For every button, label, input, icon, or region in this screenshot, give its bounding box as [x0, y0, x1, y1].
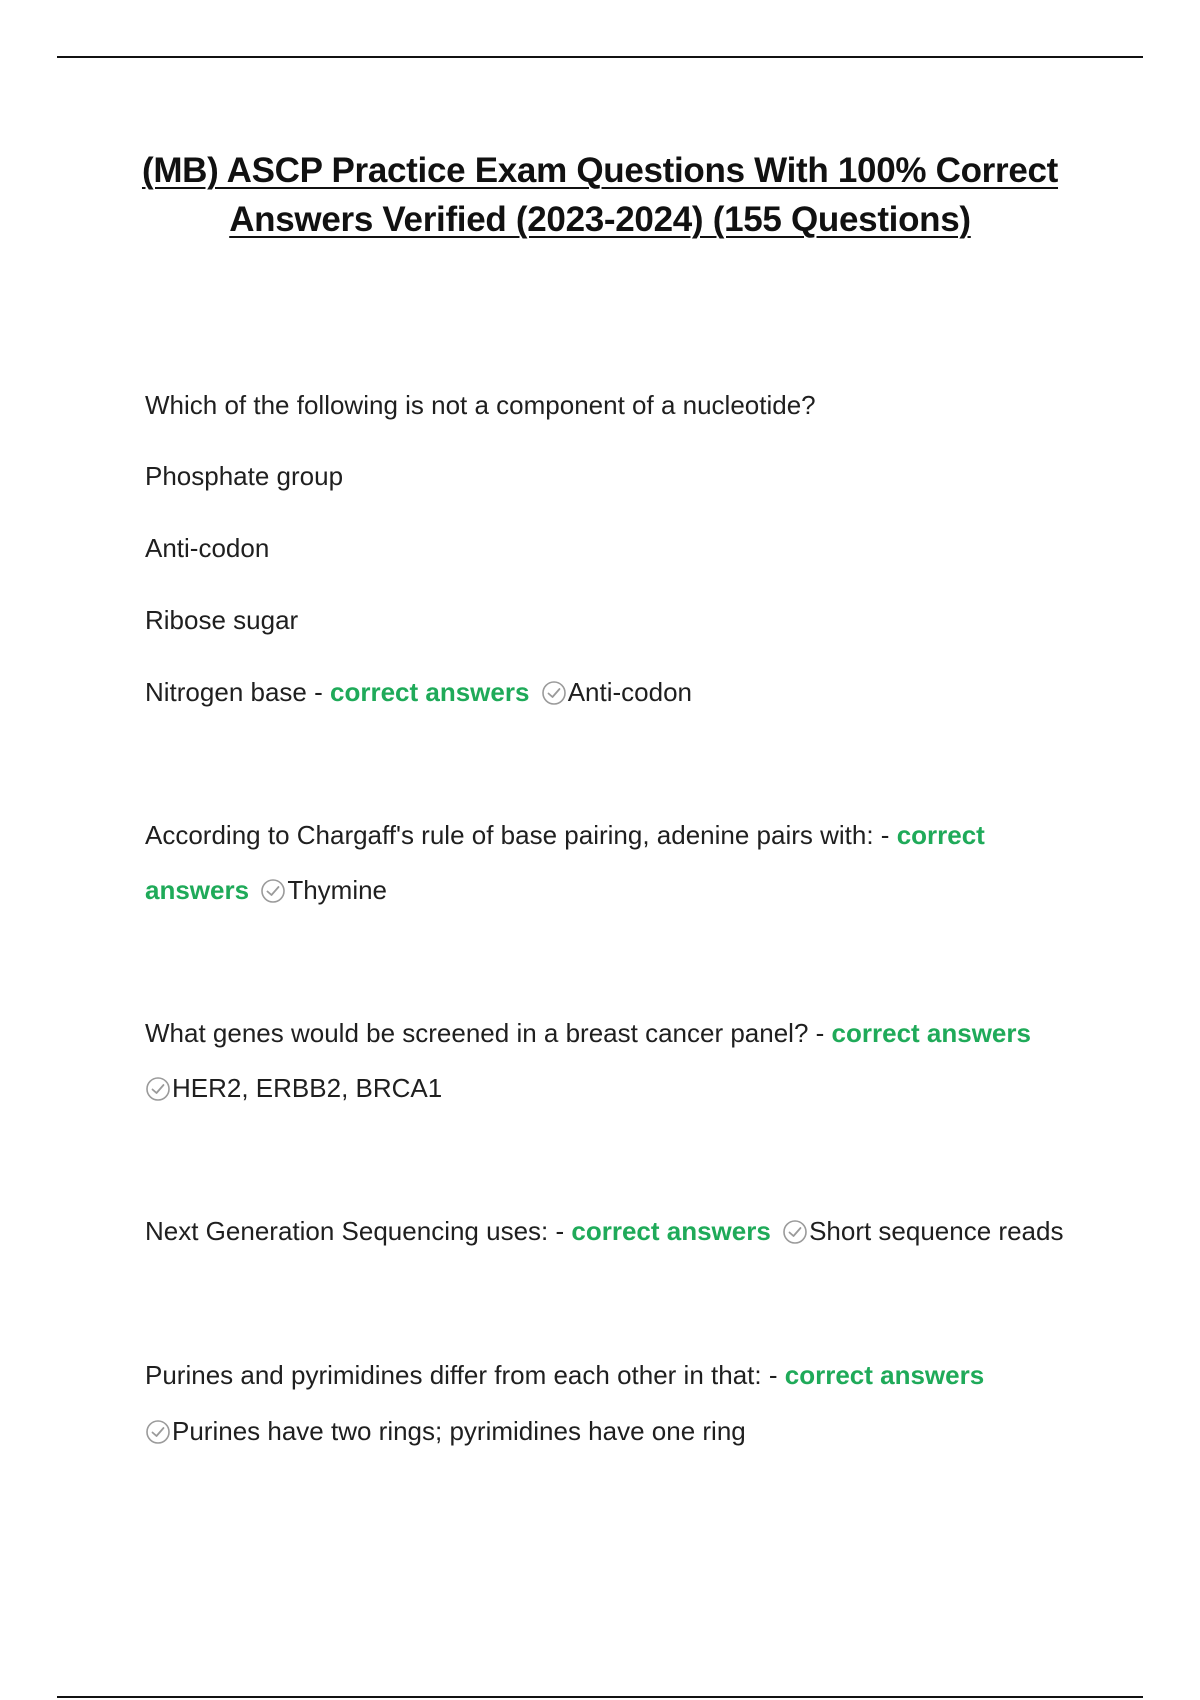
check-circle-icon: [145, 1419, 171, 1445]
answer-line: [145, 1061, 442, 1116]
correct-answer-value: Thymine: [287, 875, 388, 905]
correct-answer-value: HER2, ERBB2, BRCA1: [172, 1073, 443, 1103]
correct-answers-label: correct: [896, 820, 985, 850]
check-circle-icon: [260, 878, 286, 904]
correct-answer-value: Purines have two rings; pyrimidines have one ring: [172, 1416, 746, 1446]
answer-line: [145, 863, 387, 918]
answer-option: Ribose sugar: [145, 605, 299, 635]
question-text: What genes would be screened in a breast cancer panel? - correct answers: [145, 1018, 1031, 1048]
correct-answers-label: correct answers: [571, 1216, 771, 1246]
correct-answers-label: correct answers: [330, 677, 530, 707]
correct-answers-label: correct answers: [831, 1018, 1031, 1048]
question-text: Purines and pyrimidines differ from each other in that: - correct answers: [145, 1360, 985, 1390]
document-title: [100, 146, 1100, 244]
answer-line: [145, 1404, 746, 1459]
check-circle-icon: [145, 1076, 171, 1102]
correct-answers-label: correct answers: [784, 1360, 985, 1390]
answer-option: Anti-codon: [145, 533, 270, 563]
question-text: According to Chargaff's rule of base pairing, adenine pairs with: - correct: [145, 820, 985, 850]
bottom-rule: [57, 1696, 1143, 1698]
question-text: Which of the following is not a component of a nucleotide?: [145, 390, 816, 420]
title-line-2: Answers Verified (2023-2024) (155 Questions): [229, 200, 971, 239]
answer-line: Nitrogen base - correct answers Anti-codon: [145, 677, 692, 707]
correct-answer-value: Short sequence reads: [809, 1216, 1064, 1246]
question-text: Next Generation Sequencing uses: - correct answers Short sequence reads: [145, 1216, 1064, 1246]
correct-answer-value: Anti-codon: [567, 677, 692, 707]
check-circle-icon: [541, 680, 567, 706]
title-line-1: (MB) ASCP Practice Exam Questions With 100% Correct: [141, 151, 1059, 190]
correct-answers-label: answers: [145, 875, 250, 905]
top-rule: [57, 56, 1143, 58]
answer-option: Phosphate group: [145, 461, 344, 491]
check-circle-icon: [782, 1219, 808, 1245]
